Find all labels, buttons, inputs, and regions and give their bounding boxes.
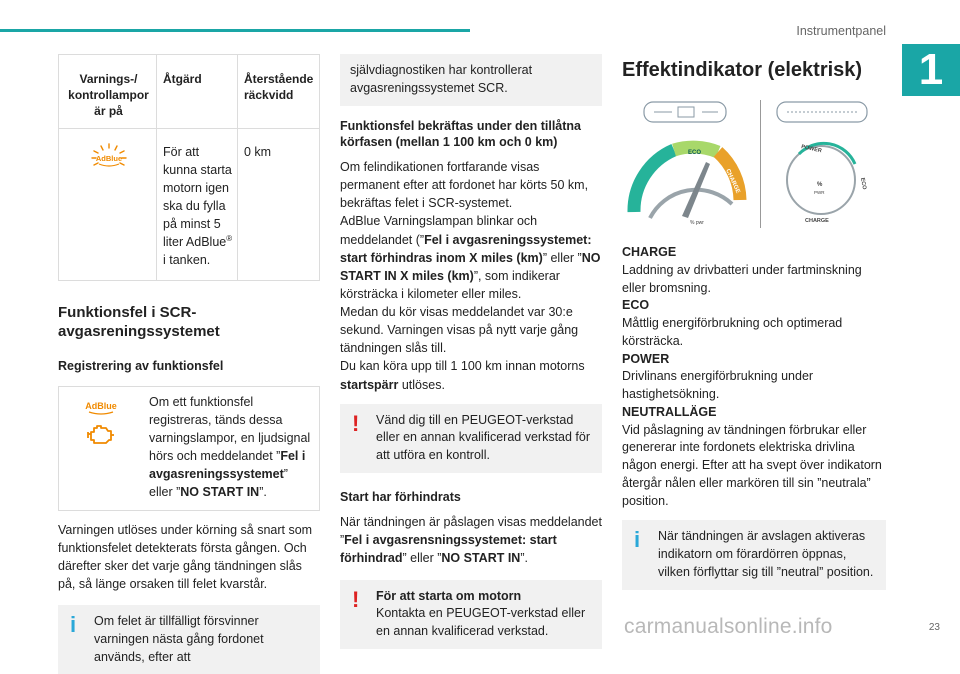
para-confirmed-d2: utlöses.	[398, 377, 445, 392]
power-readout-icon	[771, 100, 877, 228]
lamp-text-3: ”.	[259, 485, 267, 500]
para-confirmed-b2: ” eller ”	[542, 250, 582, 265]
column-2	[340, 54, 602, 649]
lamp-text-bold-2: NO START IN	[180, 485, 260, 500]
table-cell-range: 0 km	[238, 128, 320, 280]
info-note-continued-text: självdiagnostiken har kontrollerat avgasreningssystemet SCR.	[350, 63, 533, 95]
info-note-text: Om felet är tillfälligt försvinner varningen nästa gång fordonet används, efter att	[94, 614, 264, 664]
column-3	[622, 54, 886, 590]
list-item	[622, 404, 886, 511]
action-text-tail: i tanken.	[163, 253, 211, 268]
adblue-text-icon-label: AdBlue	[85, 400, 117, 411]
para-confirmed-b3: ”, som indikerar körsträcka i kilometer eller miles.	[340, 268, 560, 301]
mode-term: POWER	[622, 351, 670, 366]
readout-label-pwr: PWR	[814, 190, 825, 195]
para-prevented-1: När tändningen är påslagen visas meddelandet ”	[340, 515, 602, 548]
warning-icon: !	[352, 410, 360, 436]
table-header-lamps: Varnings-/ kontrollampor är på	[59, 55, 157, 129]
warning-note-restart	[340, 580, 602, 649]
lamp-info-box	[58, 386, 320, 511]
para-confirmed-d1: Du kan köra upp till 1 100 km innan motorns	[340, 359, 585, 374]
list-item	[622, 244, 886, 297]
info-note	[58, 605, 320, 674]
engine-icon	[87, 423, 115, 447]
column-1	[58, 54, 320, 674]
action-text: För att kunna starta motorn igen ska du fylla på minst 5 liter AdBlue	[163, 144, 232, 250]
paragraph-warning-trigger: Varningen utlöses under körning så snart som funktionsfelet detekterats första gången. Och därefter sker det varje gång tändningen slås på, så länge orsaken till felet kvarstår.	[58, 522, 313, 591]
mode-desc: Vid påslagning av tändningen förbrukar eller genererar inte fordonets elektriska drivlina någon energi. Efter att ha svept över indikatorn återgår nålen eller markören till sin ”neutrala” position.	[622, 422, 882, 508]
subheading-registration: Registrering av funktionsfel	[58, 358, 224, 373]
readout-label-eco: ECO	[859, 177, 868, 191]
warning-table	[58, 54, 320, 281]
subheading-confirmed: Funktionsfel bekräftas under den tillåtna körfasen (mellan 1 100 km och 0 km)	[340, 118, 582, 149]
list-item	[622, 297, 886, 350]
illustration-separator	[760, 100, 761, 228]
warning-note-check	[340, 404, 602, 473]
paragraph-confirmed	[340, 158, 602, 394]
readout-label-charge: CHARGE	[805, 218, 829, 224]
chapter-tab: 1	[902, 44, 960, 96]
lamp-info-text	[143, 387, 319, 510]
gauge-label-power: POWER	[644, 171, 663, 194]
readout-label-power: POWER	[800, 144, 823, 155]
paragraph-start-prevented	[340, 513, 602, 567]
table-header-range: Återstående räckvidd	[238, 55, 320, 129]
para-confirmed-a: Om felindikationen fortfarande visas permanent efter att fordonet har körts 50 km, bekräftas felet i SCR-systemet.	[340, 160, 589, 211]
para-prevented-3: ”.	[520, 551, 528, 566]
info-icon: i	[634, 527, 641, 553]
table-cell-action	[157, 128, 238, 280]
mode-desc: Laddning av drivbatteri under fartminskning eller bromsning.	[622, 262, 862, 295]
subheading-start-prevented: Start har förhindrats	[340, 489, 461, 504]
para-prevented-bold2: NO START IN	[441, 551, 521, 566]
gauge-label-charge: CHARGE	[724, 168, 741, 195]
mode-desc: Drivlinans energiförbrukning under hastighetsökning.	[622, 369, 814, 401]
page-number: 23	[928, 622, 940, 633]
info-note-neutral-text: När tändningen är avslagen aktiveras indikatorn om förardörren öppnas, vilken förflyttar sig till ”neutral” position.	[658, 529, 874, 579]
mode-term: NEUTRALLÄGE	[622, 404, 717, 419]
list-item	[622, 351, 886, 404]
power-gauge-icon	[622, 100, 750, 228]
power-indicator-illustration	[622, 100, 886, 228]
watermark: carmanualsonline.info	[624, 615, 833, 638]
lamp-text-bold-1: Fel i avgasreningssystemet	[149, 449, 306, 482]
adblue-text-icon	[83, 399, 119, 415]
mode-term: CHARGE	[622, 245, 677, 259]
registered-mark: ®	[226, 234, 233, 244]
section-heading-malfunction: Funktionsfel i SCR-avgasreningssystemet	[58, 303, 220, 341]
lamp-text-1: Om ett funktionsfel registreras, tänds dessa varningslampor, en ljudsignal hörs och meddelandet ”	[149, 394, 311, 464]
para-confirmed-b1: AdBlue Varningslampan blinkar och meddelandet (”	[340, 214, 538, 247]
gauge-label-eco: ECO	[688, 150, 702, 156]
para-prevented-2: ” eller ”	[402, 551, 442, 566]
section-title: Instrumentpanel	[796, 24, 886, 38]
para-prevented-bold: Fel i avgasrensningssystemet: start förhindrad	[340, 533, 557, 566]
lamp-icons	[59, 387, 143, 510]
header-accent-bar	[0, 29, 470, 32]
para-confirmed-b-bold2: NO START IN X miles (km)	[340, 250, 601, 283]
info-note-continued	[340, 54, 602, 106]
adblue-warning-icon	[89, 143, 129, 169]
para-confirmed-c: Medan du kör visas meddelandet var 30:e sekund. Varningen visas på nytt varje gång tändningen slås till.	[340, 305, 579, 356]
section-heading-power-indicator: Effektindikator (elektrisk)	[622, 59, 863, 81]
info-note-neutral	[622, 520, 886, 589]
mode-term: ECO	[622, 298, 650, 313]
para-confirmed-d-bold: startspärr	[340, 377, 399, 392]
readout-label-percent: %	[817, 182, 823, 188]
table-header-action: Åtgärd	[157, 55, 238, 129]
warning-icon: !	[352, 586, 360, 612]
table-cell-lamp	[59, 128, 157, 280]
lamp-text-2: ” eller ”	[149, 467, 288, 500]
para-confirmed-b-bold: Fel i avgasreningssystemet: start förhindras inom X miles (km)	[340, 232, 592, 265]
adblue-icon-text: AdBlue	[95, 153, 122, 163]
mode-definitions	[622, 244, 886, 510]
table-row	[59, 128, 320, 280]
info-icon: i	[70, 612, 77, 638]
mode-desc: Måttlig energiförbrukning och optimerad körsträcka.	[622, 316, 843, 348]
warning-note-restart-title: För att starta om motorn	[376, 588, 522, 603]
warning-note-check-text: Vänd dig till en PEUGEOT-verkstad eller en annan kvalificerad verkstad för att utföra en kontroll.	[376, 412, 591, 463]
warning-note-restart-text: Kontakta en PEUGEOT-verkstad eller en annan kvalificerad verkstad.	[376, 606, 586, 638]
table-header-row	[59, 55, 320, 129]
gauge-label-pwr: % pwr	[690, 220, 704, 226]
